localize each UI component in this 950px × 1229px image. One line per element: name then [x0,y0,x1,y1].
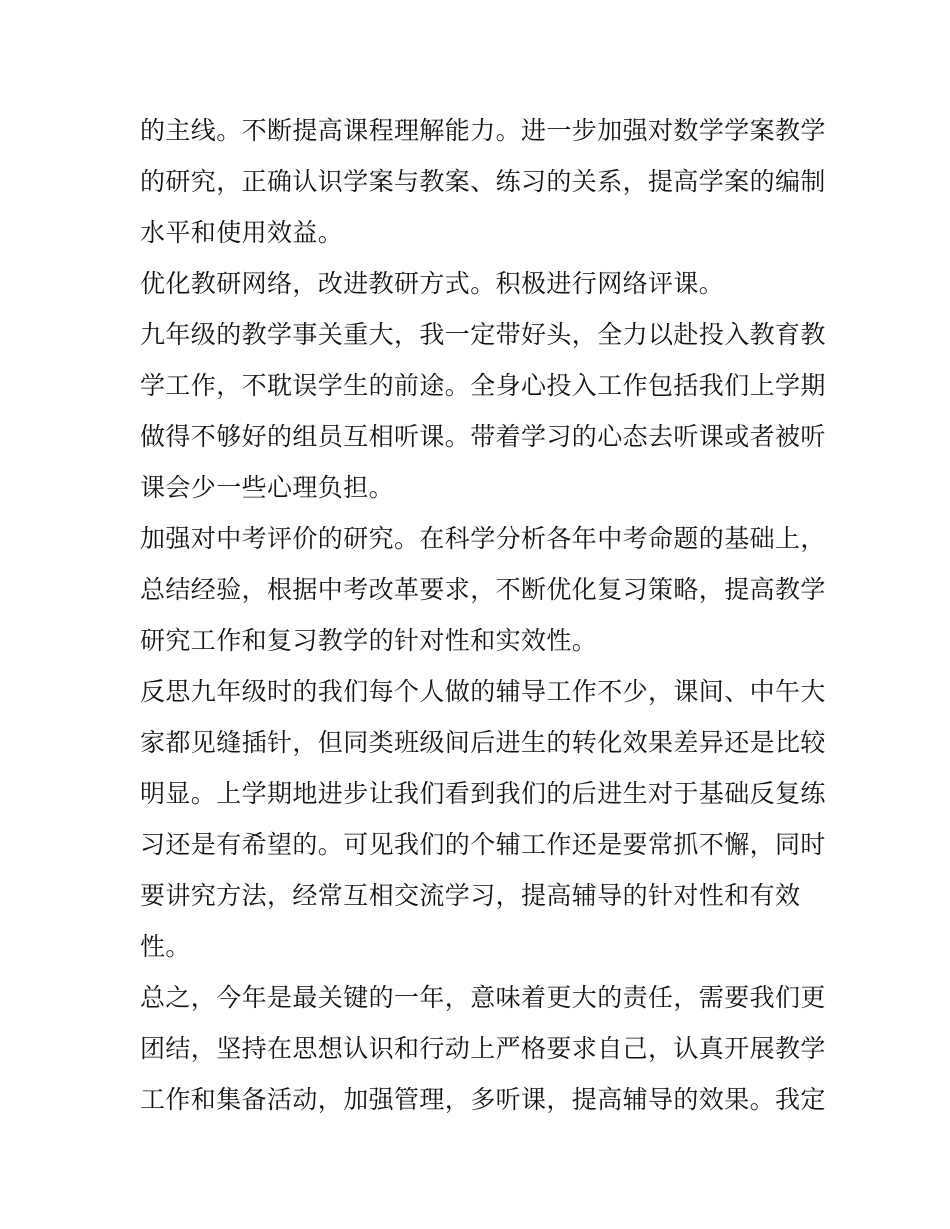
text-line: 做得不够好的组员互相听课。带着学习的心态去听课或者被听 [140,422,826,451]
text-line: 总结经验，根据中考改革要求，不断优化复习策略，提高教学 [140,575,826,604]
text-line: 加强对中考评价的研究。在科学分析各年中考命题的基础上， [140,524,826,553]
text-line: 水平和使用效益。 [140,218,344,247]
text-line: 家都见缝插针，但同类班级间后进生的转化效果差异还是比较 [140,728,826,757]
text-line: 总之，今年是最关键的一年，意味着更大的责任，需要我们更 [140,983,826,1012]
text-line: 要讲究方法，经常互相交流学习，提高辅导的针对性和有效 [140,881,801,910]
text-line: 性。 [140,932,191,961]
text-line: 的主线。不断提高课程理解能力。进一步加强对数学学案教学 [140,116,826,145]
text-line: 明显。上学期地进步让我们看到我们的后进生对于基础反复练 [140,779,826,808]
document-body [140,105,826,1125]
text-line: 的研究，正确认识学案与教案、练习的关系，提高学案的编制 [140,167,826,196]
text-line: 优化教研网络，改进教研方式。积极进行网络评课。 [140,269,725,298]
text-line: 团结，坚持在思想认识和行动上严格要求自己，认真开展教学 [140,1034,826,1063]
text-line: 习还是有希望的。可见我们的个辅工作还是要常抓不懈，同时 [140,830,826,859]
text-line: 反思九年级时的我们每个人做的辅导工作不少，课间、中午大 [140,677,826,706]
text-line: 课会少一些心理负担。 [140,473,395,502]
text-line: 工作和集备活动，加强管理，多听课，提高辅导的效果。我定 [140,1085,826,1114]
text-line: 学工作，不耽误学生的前途。全身心投入工作包括我们上学期 [140,371,826,400]
text-line: 研究工作和复习教学的针对性和实效性。 [140,626,598,655]
text-line: 九年级的教学事关重大，我一定带好头，全力以赴投入教育教 [140,320,826,349]
